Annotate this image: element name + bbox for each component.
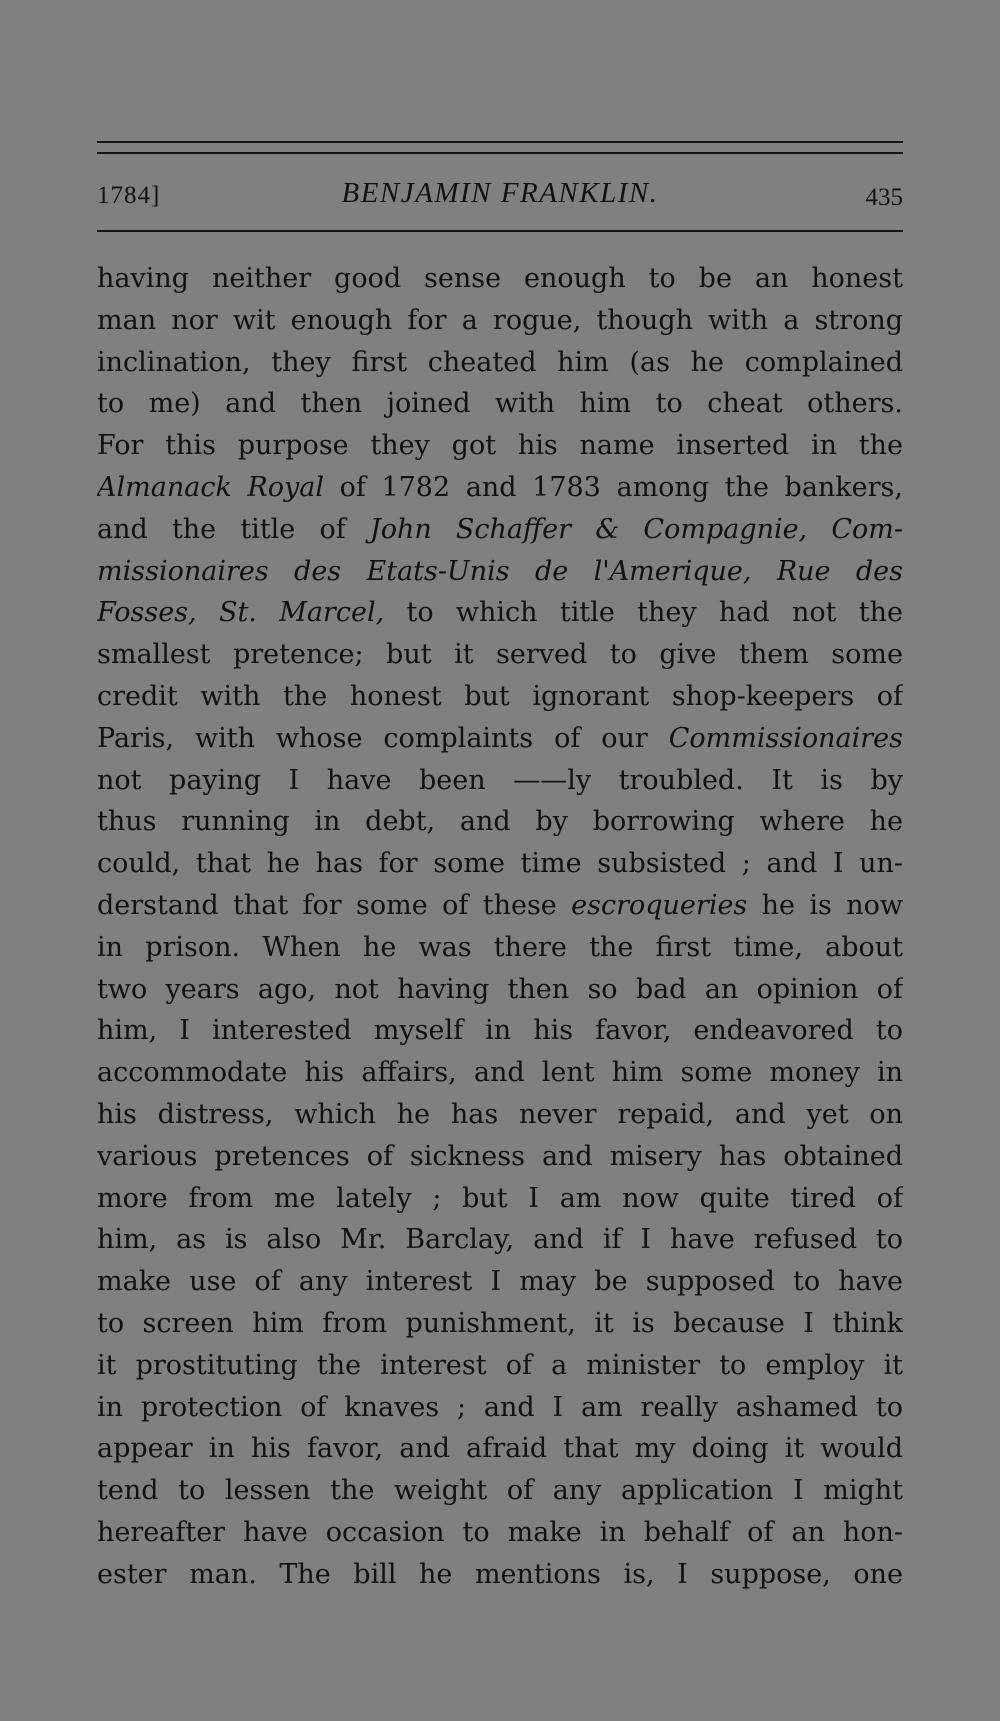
text-line: to screen him from punishment, it is because I think [97,1307,903,1339]
text-line: appear in his favor, and afraid that my doing it would [97,1433,903,1465]
text-line: two years ago, not having then so bad an opinion of [97,973,903,1005]
header-title: BENJAMIN FRANKLIN. [341,177,659,209]
text-line: accommodate his affairs, and lent him some money in [97,1057,903,1089]
header-rule-top [97,141,903,143]
text-line: more from me lately ; but I am now quite tired of [97,1182,903,1214]
body-text [97,258,903,1596]
text-line: inclination, they first cheated him (as he complained [97,346,903,378]
text-line: For this purpose they got his name inserted in the [97,430,903,462]
text-line: Fosses, St. Marcel, to which title they had not the [97,597,903,629]
text-line: hereafter have occasion to make in behalf of an hon- [97,1516,903,1548]
text-line: various pretences of sickness and misery has obtained [97,1140,903,1172]
text-line: make use of any interest I may be supposed to have [97,1266,903,1298]
text-line: tend to lessen the weight of any application I might [97,1475,903,1507]
text-line: could, that he has for some time subsisted ; and I un- [97,848,903,880]
header-year: 1784] [97,182,161,209]
text-line: having neither good sense enough to be an honest [97,263,903,294]
header-rule-bottom [97,230,903,232]
text-line: credit with the honest but ignorant shop-keepers of [97,680,903,712]
text-line: not paying I have been ——ly troubled. It is by [97,764,903,796]
text-line: man nor wit enough for a rogue, though with a strong [97,304,903,336]
text-line: smallest pretence; but it served to give them some [97,639,903,671]
text-line: Paris, with whose complaints of our Commissionaires [97,722,903,754]
text-line: missionaires des Etats-Unis de l'Amerique, Rue des [97,555,903,587]
text-line: ester man. The bill he mentions is, I suppose, one [97,1558,903,1590]
text-line: him, as is also Mr. Barclay, and if I have refused to [97,1224,903,1256]
running-header [97,174,903,220]
header-rule-second [97,152,903,154]
text-line: it prostituting the interest of a minister to employ it [97,1349,903,1381]
text-line: him, I interested myself in his favor, endeavored to [97,1015,903,1047]
text-line: to me) and then joined with him to cheat others. [97,388,903,420]
text-line: his distress, which he has never repaid, and yet on [97,1098,903,1130]
text-line: derstand that for some of these escroqueries he is now [97,889,903,921]
text-line: in prison. When he was there the first time, about [97,931,903,963]
text-line: thus running in debt, and by borrowing where he [97,806,903,838]
text-line: in protection of knaves ; and I am really ashamed to [97,1391,903,1423]
text-line: and the title of John Schaffer & Compagnie, Com- [97,513,903,545]
page-number: 435 [865,184,903,211]
text-line: Almanack Royal of 1782 and 1783 among the bankers, [97,471,903,503]
